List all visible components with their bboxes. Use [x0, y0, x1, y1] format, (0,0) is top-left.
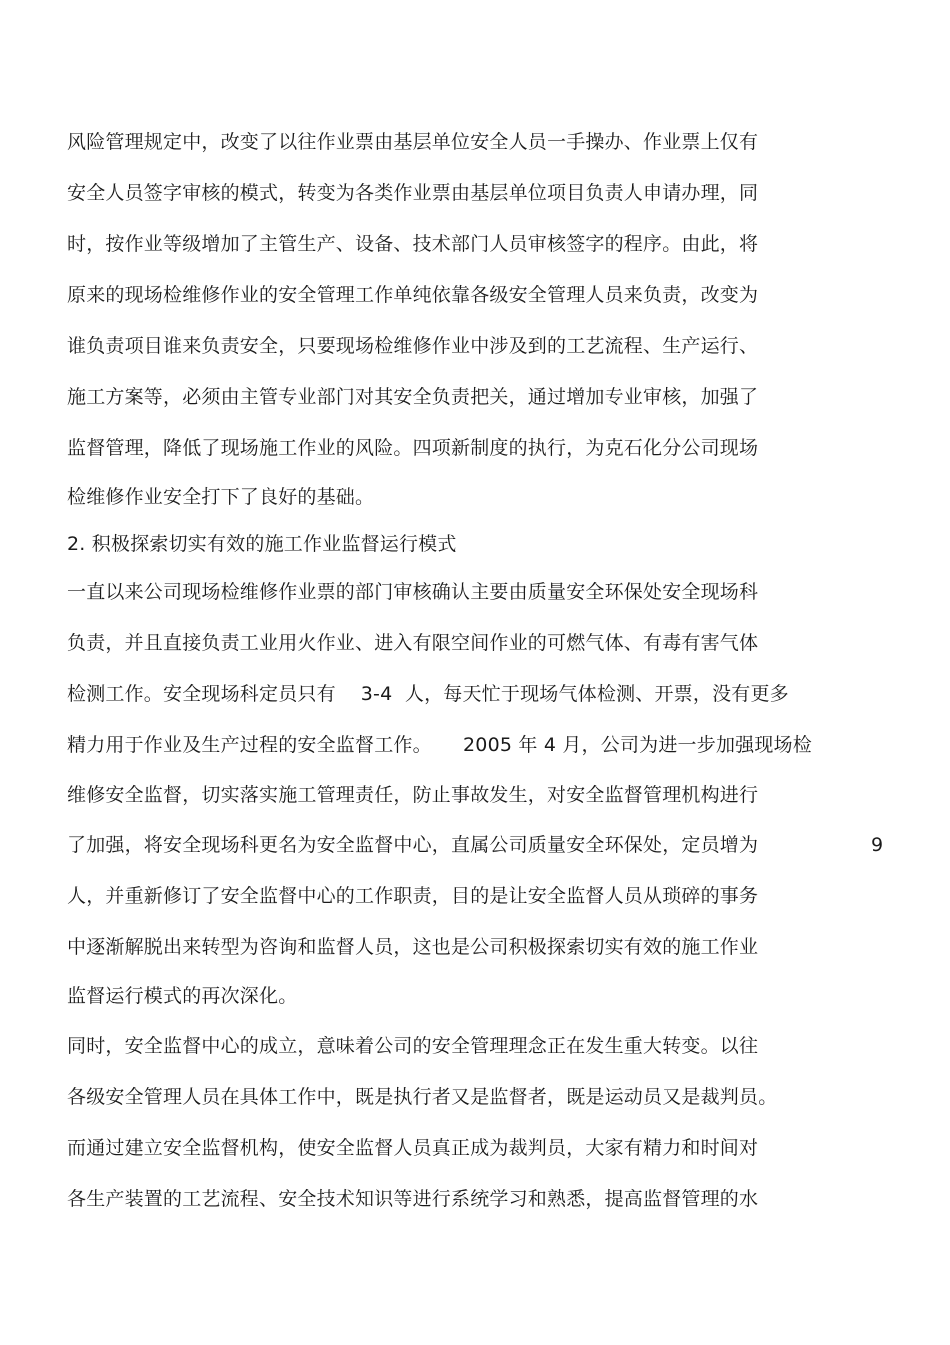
- text-line: 施工方案等，必须由主管专业部门对其安全负责把关，通过增加专业审核，加强了: [67, 386, 759, 408]
- text-line: 检维修作业安全打下了良好的基础。: [67, 486, 375, 508]
- text-line: 监督运行模式的再次深化。: [67, 985, 298, 1007]
- text-line: 时，按作业等级增加了主管生产、设备、技术部门人员审核签字的程序。由此，将: [67, 233, 759, 255]
- text-line: 一直以来公司现场检维修作业票的部门审核确认主要由质量安全环保处安全现场科: [67, 581, 759, 603]
- text-line: 各生产装置的工艺流程、安全技术知识等进行系统学习和熟悉，提高监督管理的水: [67, 1188, 759, 1210]
- text-line: 了加强，将安全现场科更名为安全监督中心，直属公司质量安全环保处，定员增为: [67, 834, 759, 856]
- text-line: 安全人员签字审核的模式，转变为各类作业票由基层单位项目负责人申请办理，同: [67, 182, 759, 204]
- text-line: 监督管理，降低了现场施工作业的风险。四项新制度的执行，为克石化分公司现场: [67, 437, 759, 459]
- text-line: 原来的现场检维修作业的安全管理工作单纯依靠各级安全管理人员来负责，改变为: [67, 284, 759, 306]
- text-line: 检测工作。安全现场科定员只有 3-4 人，每天忙于现场气体检测、开票，没有更多: [67, 683, 789, 705]
- text-line: 谁负责项目谁来负责安全，只要现场检维修作业中涉及到的工艺流程、生产运行、: [67, 335, 759, 357]
- number-9: 9: [871, 834, 884, 856]
- section-heading: 2. 积极探索切实有效的施工作业监督运行模式: [67, 533, 457, 555]
- text-line: 而通过建立安全监督机构，使安全监督人员真正成为裁判员，大家有精力和时间对: [67, 1137, 759, 1159]
- text-line: 精力用于作业及生产过程的安全监督工作。 2005 年 4 月，公司为进一步加强现场检: [67, 734, 812, 756]
- text-line: 各级安全管理人员在具体工作中，既是执行者又是监督者，既是运动员又是裁判员。: [67, 1086, 778, 1108]
- text-line: 维修安全监督，切实落实施工管理责任，防止事故发生，对安全监督管理机构进行: [67, 784, 759, 806]
- text-line: 人，并重新修订了安全监督中心的工作职责，目的是让安全监督人员从琐碎的事务: [67, 885, 759, 907]
- text-line: 负责，并且直接负责工业用火作业、进入有限空间作业的可燃气体、有毒有害气体: [67, 632, 759, 654]
- text-line: 中逐渐解脱出来转型为咨询和监督人员，这也是公司积极探索切实有效的施工作业: [67, 936, 759, 958]
- text-line: 风险管理规定中，改变了以往作业票由基层单位安全人员一手操办、作业票上仅有: [67, 131, 759, 153]
- text-line: 同时，安全监督中心的成立，意味着公司的安全管理理念正在发生重大转变。以往: [67, 1035, 759, 1057]
